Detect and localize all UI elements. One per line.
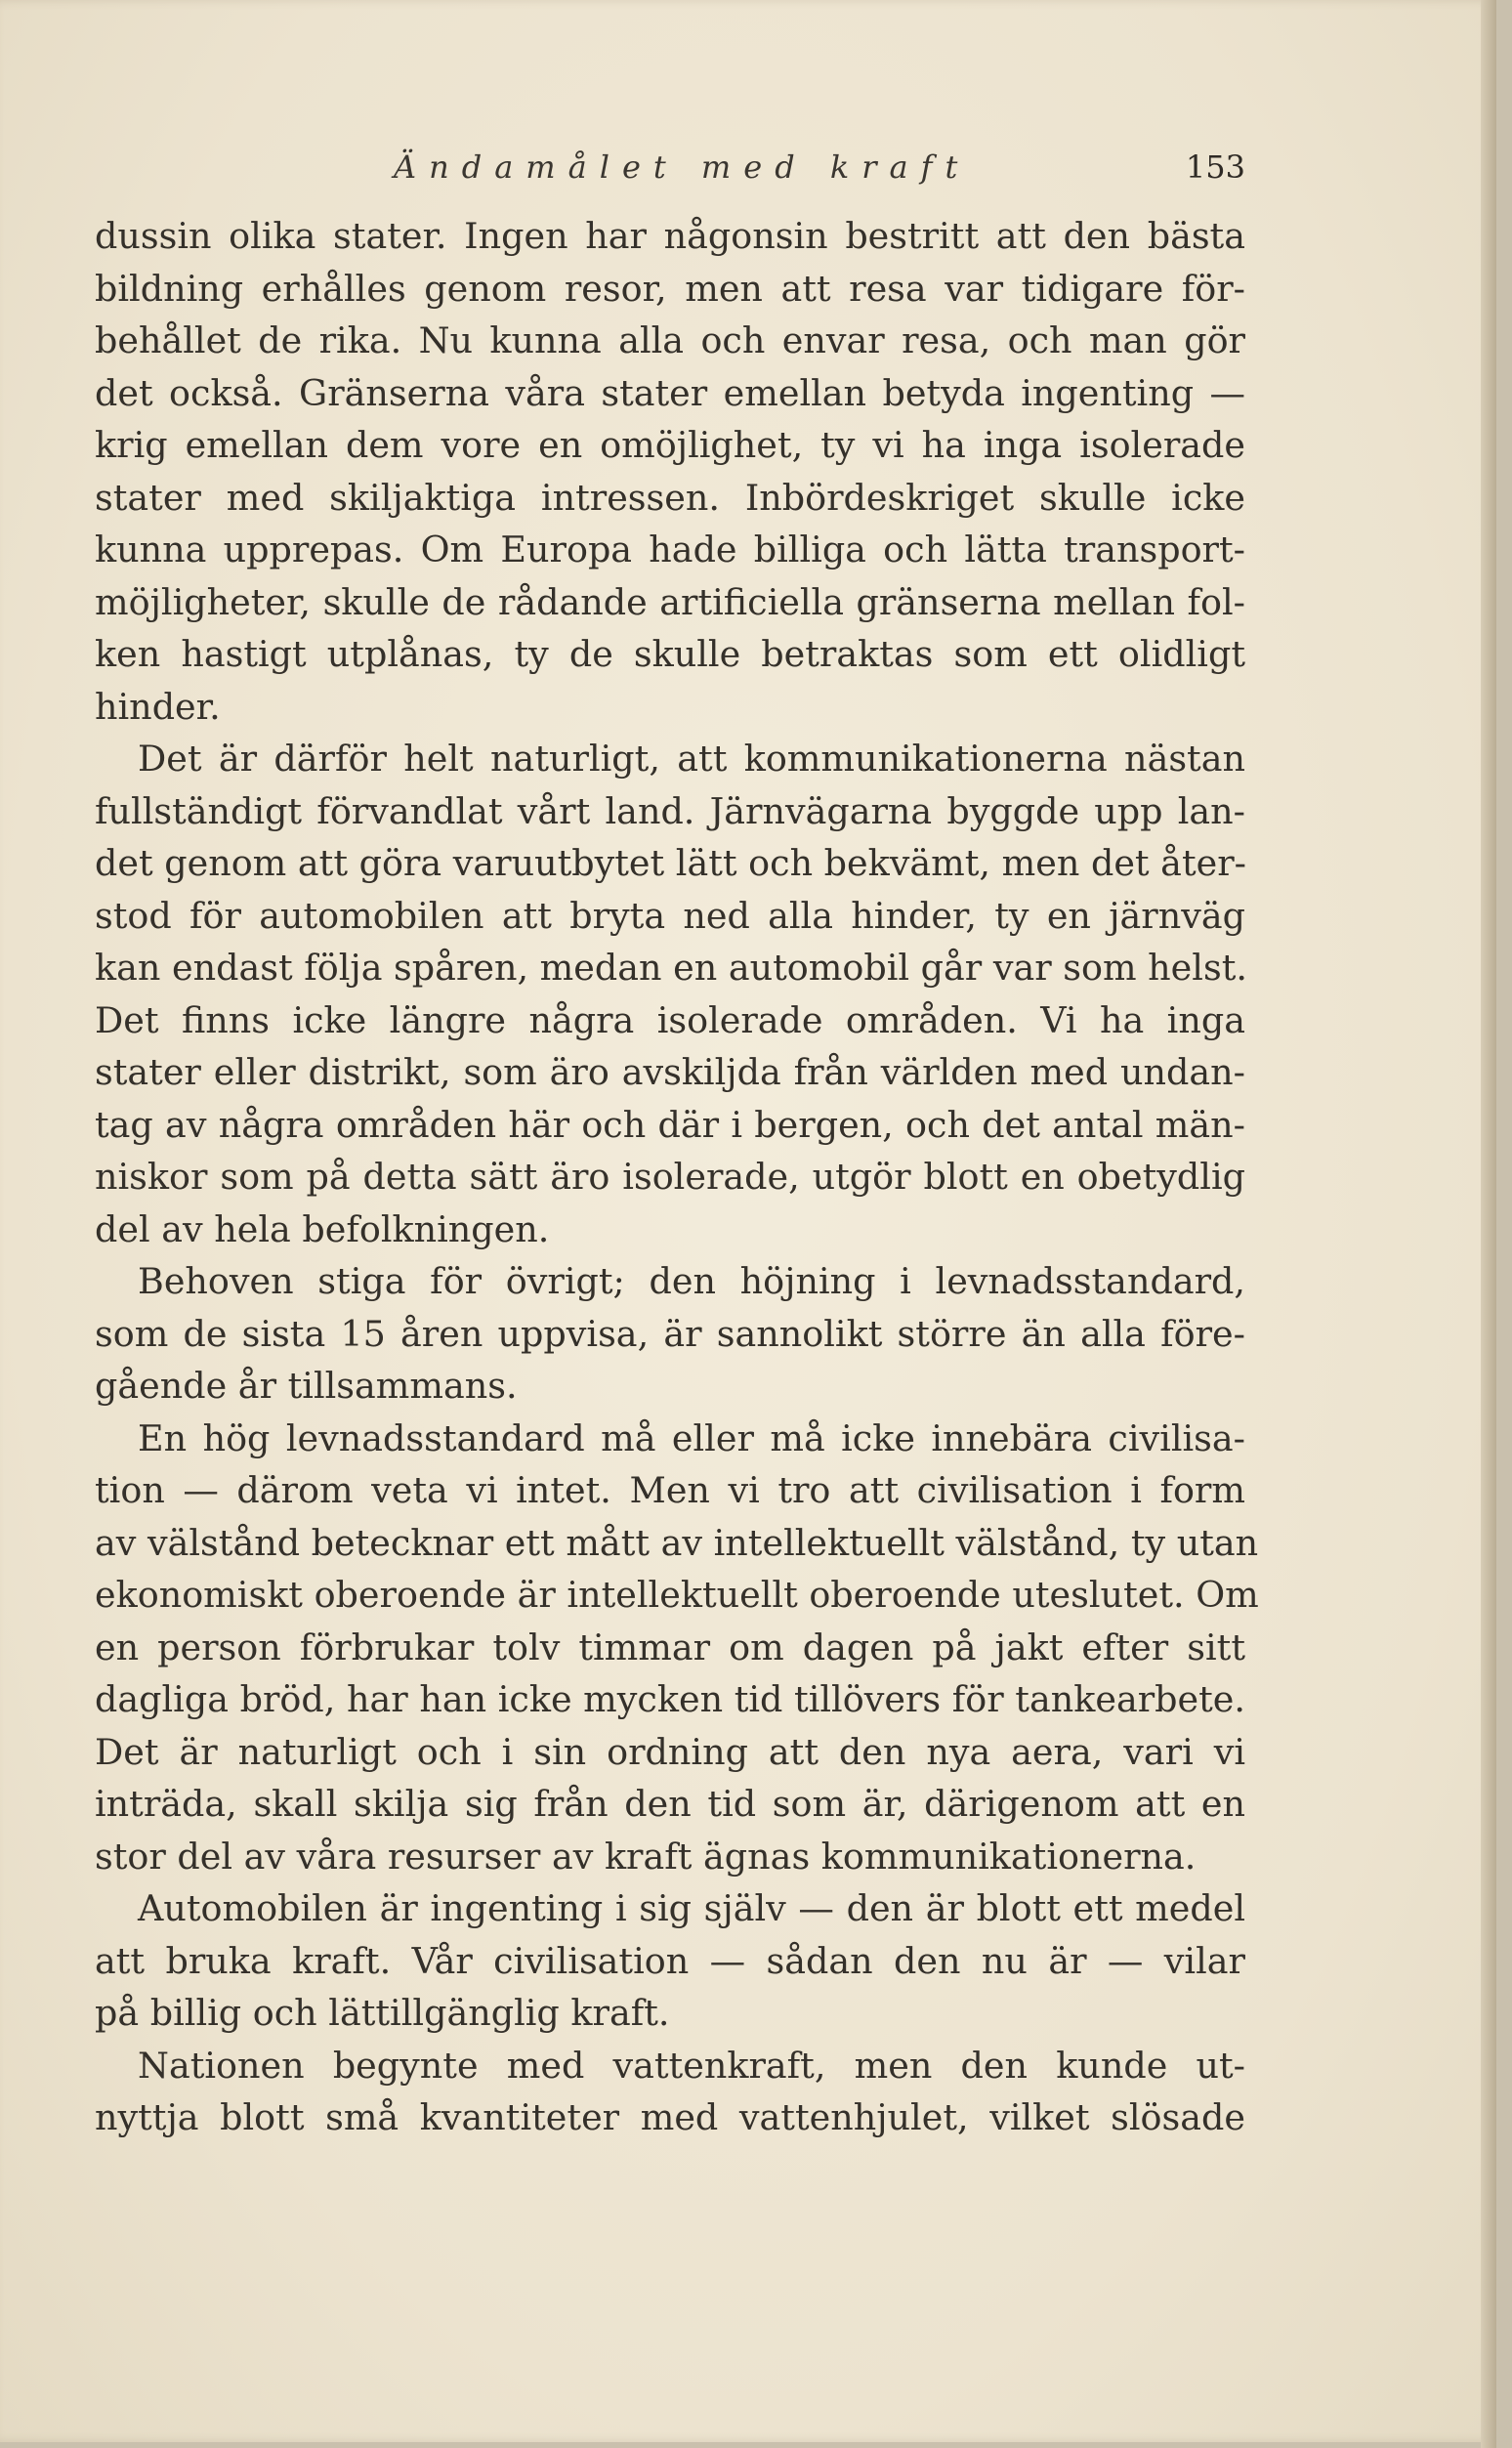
text-line: dagliga bröd, har han icke mycken tid tillövers för tankearbete. bbox=[95, 1678, 1245, 1720]
text-line: som de sista 15 åren uppvisa, är sannolikt större än alla före- bbox=[95, 1312, 1245, 1355]
text-line: av välstånd betecknar ett mått av intellektuellt välstånd, ty utan bbox=[95, 1521, 1259, 1564]
text-line: på billig och lättillgänglig kraft. bbox=[95, 1992, 670, 2034]
text-line: ekonomiskt oberoende är intellektuellt oberoende uteslutet. Om bbox=[95, 1574, 1259, 1616]
text-line: En hög levnadsstandard må eller må icke innebära civilisa- bbox=[138, 1416, 1245, 1459]
text-line: hinder. bbox=[95, 685, 221, 728]
text-line: bildning erhålles genom resor, men att resa var tidigare för- bbox=[95, 267, 1245, 310]
text-line: det genom att göra varuutbytet lätt och bekvämt, men det åter- bbox=[95, 842, 1246, 884]
text-line: inträda, skall skilja sig från den tid som är, därigenom att en bbox=[95, 1783, 1245, 1825]
text-line: Det finns icke längre några isolerade områden. Vi ha inga bbox=[95, 998, 1245, 1041]
page-number: 153 bbox=[1185, 148, 1245, 186]
text-line: kunna upprepas. Om Europa hade billiga och lätta transport- bbox=[95, 528, 1245, 570]
text-line: kan endast följa spåren, medan en automobil går var som helst. bbox=[95, 947, 1247, 989]
text-line: en person förbrukar tolv timmar om dagen på jakt efter sitt bbox=[95, 1625, 1245, 1668]
text-line: Det är naturligt och i sin ordning att den nya aera, vari vi bbox=[95, 1730, 1245, 1773]
text-line: nyttja blott små kvantiteter med vattenhjulet, vilket slösade bbox=[95, 2096, 1245, 2138]
text-line: stod för automobilen att bryta ned alla hinder, ty en järnväg bbox=[95, 894, 1245, 937]
text-line: stater med skiljaktiga intressen. Inbördeskriget skulle icke bbox=[95, 476, 1245, 519]
text-line: gående år tillsammans. bbox=[95, 1365, 518, 1407]
running-title: Ändamålet med kraft bbox=[394, 148, 971, 186]
text-line: behållet de rika. Nu kunna alla och envar resa, och man gör bbox=[95, 319, 1245, 361]
text-line: Automobilen är ingenting i sig själv — den är blott ett medel bbox=[138, 1887, 1245, 1929]
text-line: tion — därom veta vi intet. Men vi tro att civilisation i form bbox=[95, 1469, 1245, 1511]
body-text bbox=[95, 210, 1259, 2144]
text-line: niskor som på detta sätt äro isolerade, utgör blott en obetydlig bbox=[95, 1156, 1245, 1198]
text-line: Det är därför helt naturligt, att kommunikationerna nästan bbox=[138, 738, 1245, 780]
page-edge bbox=[1481, 0, 1496, 2448]
text-line: möjligheter, skulle de rådande artificiella gränserna mellan fol- bbox=[95, 580, 1245, 623]
text-line: stor del av våra resurser av kraft ägnas kommunikationerna. bbox=[95, 1835, 1197, 1878]
text-line: Behoven stiga för övrigt; den höjning i levnadsstandard, bbox=[138, 1260, 1245, 1302]
text-line: stater eller distrikt, som äro avskiljda från världen med undan- bbox=[95, 1051, 1245, 1093]
text-line: krig emellan dem vore en omöjlighet, ty vi ha inga isolerade bbox=[95, 424, 1245, 466]
text-line: fullständigt förvandlat vårt land. Järnvägarna byggde upp lan- bbox=[95, 789, 1245, 832]
text-line: Nationen begynte med vattenkraft, men den kunde ut- bbox=[138, 2044, 1245, 2087]
text-line: att bruka kraft. Vår civilisation — sådan den nu är — vilar bbox=[95, 1939, 1245, 1982]
text-line: ken hastigt utplånas, ty de skulle betraktas som ett olidligt bbox=[95, 633, 1245, 675]
text-line: tag av några områden här och där i bergen, och det antal män- bbox=[95, 1103, 1245, 1146]
text-line: del av hela befolkningen. bbox=[95, 1207, 550, 1250]
text-line: dussin olika stater. Ingen har någonsin bestritt att den bästa bbox=[95, 215, 1245, 257]
page-header bbox=[95, 148, 1245, 197]
text-line: det också. Gränserna våra stater emellan betyda ingenting — bbox=[95, 371, 1245, 414]
